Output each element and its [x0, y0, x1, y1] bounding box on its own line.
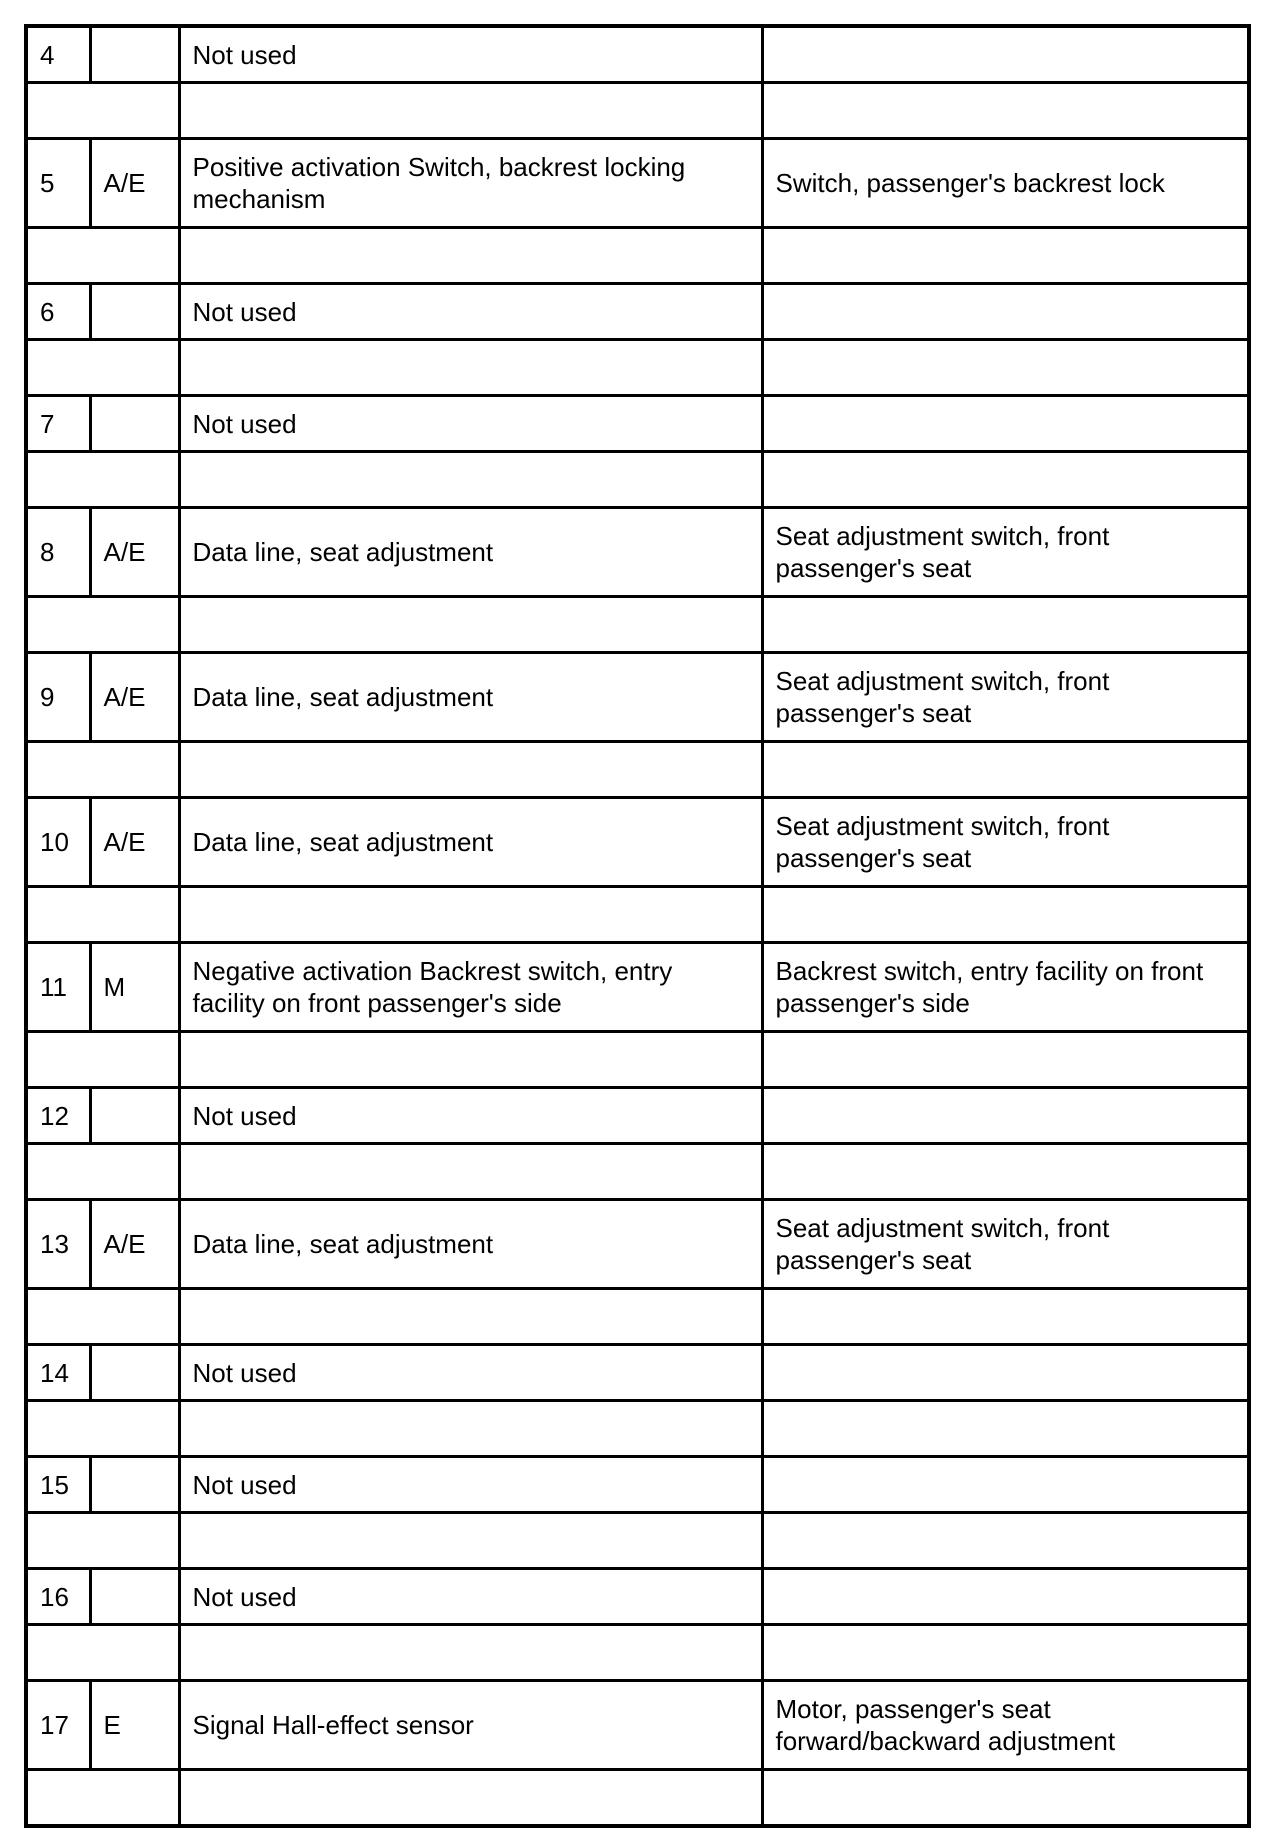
pin-component: Motor, passenger's seat forward/backward adjustment [762, 1681, 1249, 1770]
table-row [26, 284, 1249, 340]
pin-number: 14 [26, 1345, 90, 1401]
pin-number: 16 [26, 1569, 90, 1625]
pin-description: Positive activation Switch, backrest locking mechanism [179, 139, 762, 228]
signal-type [90, 1345, 179, 1401]
pin-component: Backrest switch, entry facility on front passenger's side [762, 943, 1249, 1032]
pin-description: Not used [179, 284, 762, 340]
pin-description: Not used [179, 1569, 762, 1625]
pin-number: 4 [26, 26, 90, 83]
pin-description: Data line, seat adjustment [179, 508, 762, 597]
signal-type [90, 1569, 179, 1625]
pin-component [762, 1457, 1249, 1513]
table-row [26, 396, 1249, 452]
pin-component: Seat adjustment switch, front passenger's seat [762, 653, 1249, 742]
pin-number: 17 [26, 1681, 90, 1770]
pin-description: Not used [179, 26, 762, 83]
pin-description: Not used [179, 1345, 762, 1401]
table-row [26, 943, 1249, 1032]
pin-component [762, 26, 1249, 83]
spacer-row [26, 452, 1249, 508]
pin-component: Seat adjustment switch, front passenger's seat [762, 1200, 1249, 1289]
table-row [26, 1088, 1249, 1144]
pin-description: Not used [179, 396, 762, 452]
pin-number: 5 [26, 139, 90, 228]
signal-type: A/E [90, 139, 179, 228]
spacer-row [26, 1289, 1249, 1345]
pin-assignment-table [24, 24, 1251, 1828]
pin-component: Switch, passenger's backrest lock [762, 139, 1249, 228]
spacer-row [26, 887, 1249, 943]
pin-number: 7 [26, 396, 90, 452]
spacer-row [26, 1401, 1249, 1457]
signal-type: A/E [90, 1200, 179, 1289]
spacer-row [26, 1032, 1249, 1088]
table-row [26, 26, 1249, 83]
spacer-row [26, 1770, 1249, 1827]
table-row [26, 1200, 1249, 1289]
spacer-row [26, 1625, 1249, 1681]
signal-type [90, 1457, 179, 1513]
signal-type: E [90, 1681, 179, 1770]
table-row [26, 139, 1249, 228]
signal-type [90, 26, 179, 83]
table-row [26, 1569, 1249, 1625]
table-row [26, 653, 1249, 742]
signal-type: A/E [90, 798, 179, 887]
pin-description: Data line, seat adjustment [179, 798, 762, 887]
pin-number: 13 [26, 1200, 90, 1289]
spacer-row [26, 1513, 1249, 1569]
table-row [26, 1345, 1249, 1401]
signal-type: M [90, 943, 179, 1032]
table-row [26, 798, 1249, 887]
signal-type [90, 1088, 179, 1144]
pin-number: 9 [26, 653, 90, 742]
signal-type [90, 396, 179, 452]
pin-number: 12 [26, 1088, 90, 1144]
pin-number: 8 [26, 508, 90, 597]
pin-description: Not used [179, 1457, 762, 1513]
spacer-row [26, 340, 1249, 396]
signal-type: A/E [90, 508, 179, 597]
pin-component: Seat adjustment switch, front passenger's seat [762, 508, 1249, 597]
table-row [26, 1457, 1249, 1513]
pin-component: Seat adjustment switch, front passenger's seat [762, 798, 1249, 887]
spacer-row [26, 228, 1249, 284]
pin-number: 15 [26, 1457, 90, 1513]
spacer-row [26, 83, 1249, 139]
signal-type [90, 284, 179, 340]
spacer-row [26, 742, 1249, 798]
table-row [26, 1681, 1249, 1770]
pin-component [762, 284, 1249, 340]
table-row [26, 508, 1249, 597]
signal-type: A/E [90, 653, 179, 742]
pin-table-body [26, 26, 1249, 1826]
pin-description: Signal Hall-effect sensor [179, 1681, 762, 1770]
pin-component [762, 1569, 1249, 1625]
spacer-row [26, 1144, 1249, 1200]
pin-description: Not used [179, 1088, 762, 1144]
pin-component [762, 1345, 1249, 1401]
pin-component [762, 396, 1249, 452]
pin-description: Data line, seat adjustment [179, 1200, 762, 1289]
pin-description: Data line, seat adjustment [179, 653, 762, 742]
pin-number: 11 [26, 943, 90, 1032]
pin-number: 10 [26, 798, 90, 887]
pin-number: 6 [26, 284, 90, 340]
spacer-row [26, 597, 1249, 653]
pin-description: Negative activation Backrest switch, entry facility on front passenger's side [179, 943, 762, 1032]
pin-component [762, 1088, 1249, 1144]
